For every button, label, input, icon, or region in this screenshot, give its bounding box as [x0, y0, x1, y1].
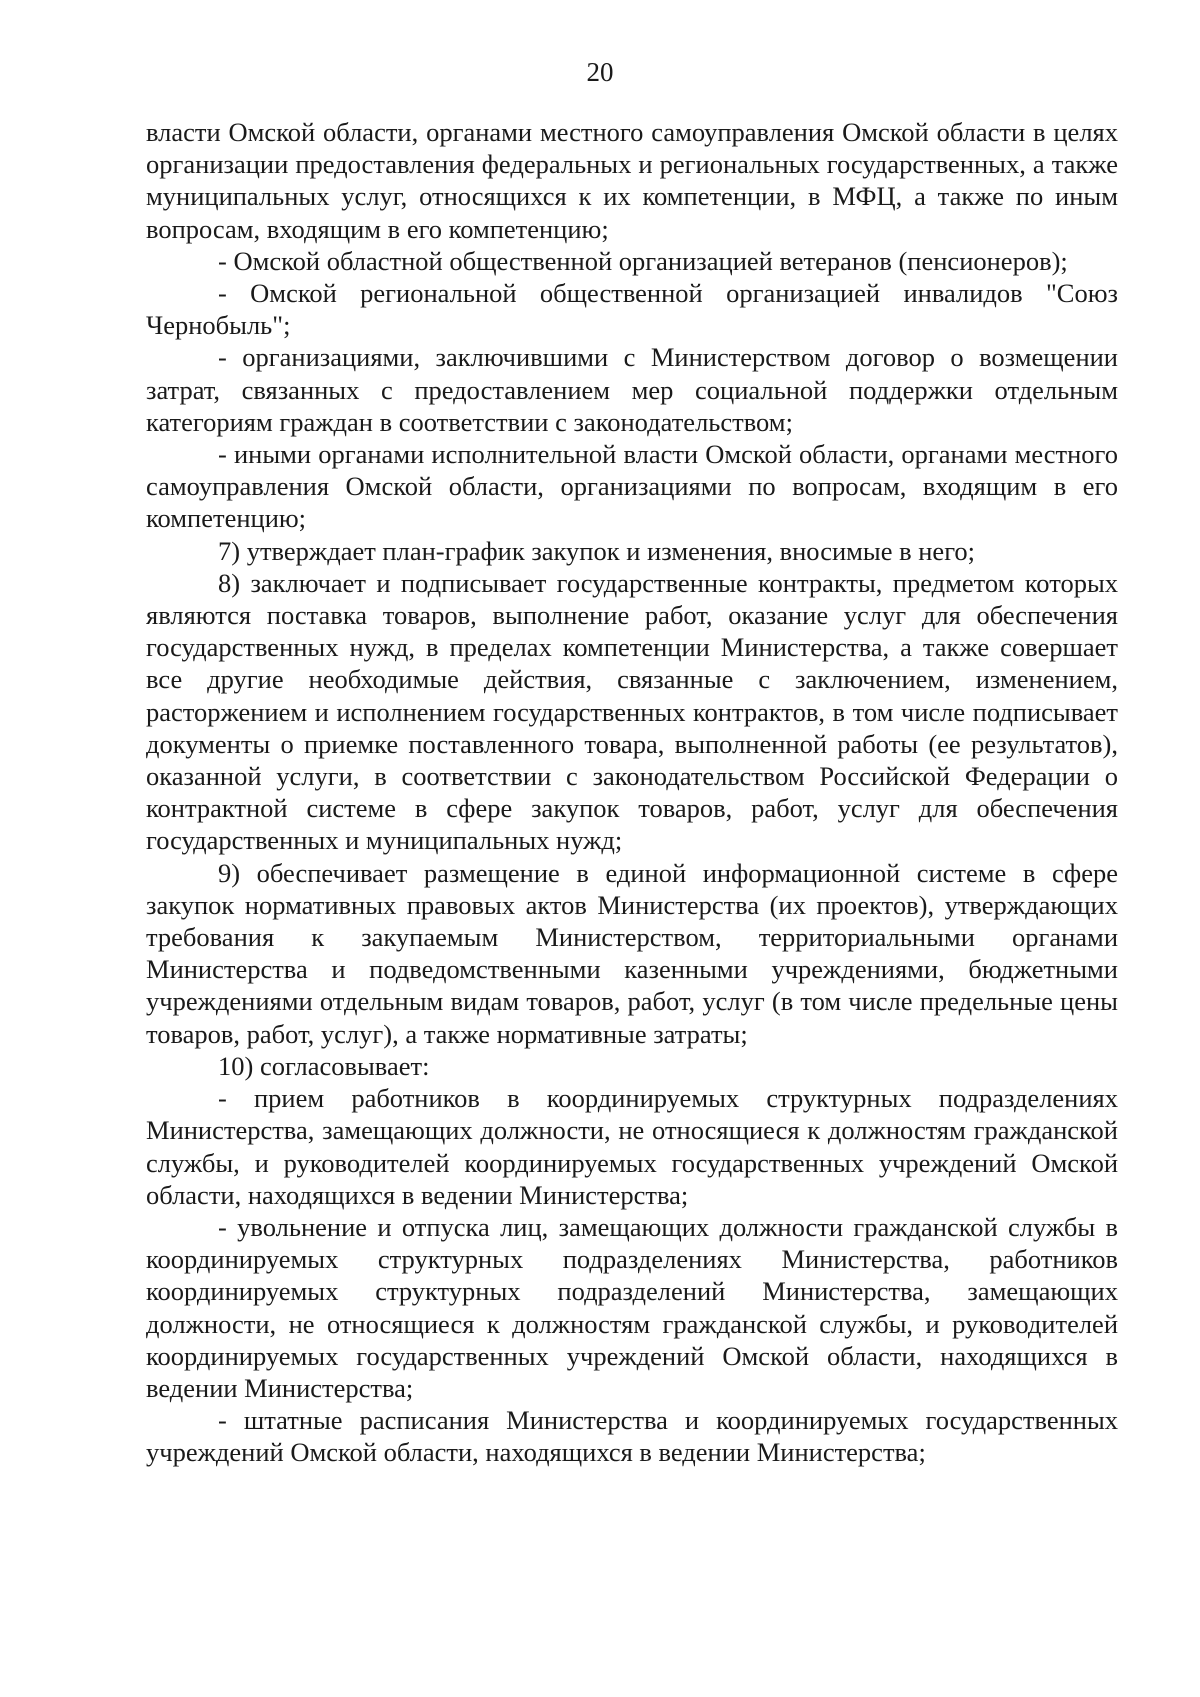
list-item-veterans-organization: - Омской областной общественной организацией ветеранов (пенсионеров);: [218, 245, 1068, 276]
list-item-contract-organizations: - организациями, заключившими с Министерством договор о возмещении затрат, связанных с предоставлением мер социальной поддержки отдельным категориям граждан в соответствии с законодательством;: [146, 342, 1118, 437]
clause-10: 10) согласовывает:: [218, 1050, 430, 1081]
list-item-dismissal: - увольнение и отпуска лиц, замещающих должности гражданской службы в координируемых структурных подразделениях Министерства, работников координируемых структурных подразделений Министерства, замещающих должности, не относящиеся к должностям гражданской службы, и руководителей координируемых государственных учреждений Омской области, находящихся в ведении Министерства;: [146, 1211, 1118, 1403]
list-item-hiring: - прием работников в координируемых структурных подразделениях Министерства, замещающих должности, не относящиеся к должностям гражданской службы, и руководителей координируемых государственных учреждений Омской области, находящихся в ведении Министерства;: [146, 1083, 1118, 1210]
page-number: 20: [586, 57, 614, 87]
document-body: [146, 116, 1118, 1469]
paragraph-continuation: власти Омской области, органами местного самоуправления Омской области в целях организации предоставления федеральных и региональных государственных, а также муниципальных услуг, относящихся к их компетенции, в МФЦ, а также по иным вопросам, входящим в его компетенцию;: [146, 117, 1118, 244]
clause-8: 8) заключает и подписывает государственные контракты, предметом которых являются поставка товаров, выполнение работ, оказание услуг для обеспечения государственных нужд, в пределах компетенции Министерства, а также совершает все другие необходимые действия, связанные с заключением, изменением, расторжением и исполнением государственных контрактов, в том числе подписывает документы о приемке поставленного товара, выполненной работы (ее результатов), оказанной услуги, в соответствии с законодательством Российской Федерации о контрактной системе в сфере закупок товаров, работ, услуг для обеспечения государственных и муниципальных нужд;: [146, 567, 1118, 856]
list-item-staff-schedules: - штатные расписания Министерства и координируемых государственных учреждений Омской области, находящихся в ведении Министерства;: [146, 1405, 1118, 1468]
clause-7: 7) утверждает план-график закупок и изменения, вносимые в него;: [218, 535, 976, 566]
list-item-other-authorities: - иными органами исполнительной власти Омской области, органами местного самоуправления Омской области, организациями по вопросам, входящим в его компетенцию;: [146, 439, 1118, 534]
clause-9: 9) обеспечивает размещение в единой информационной системе в сфере закупок нормативных правовых актов Министерства (их проектов), утверждающих требования к закупаемым Министерством, территориальными органами Министерства и подведомственными казенными учреждениями, бюджетными учреждениями отдельным видам товаров, работ, услуг (в том числе предельные цены товаров, работ, услуг), а также нормативные затраты;: [146, 857, 1118, 1049]
list-item-disabled-organization: - Омской региональной общественной организацией инвалидов "Союз Чернобыль";: [146, 278, 1118, 341]
